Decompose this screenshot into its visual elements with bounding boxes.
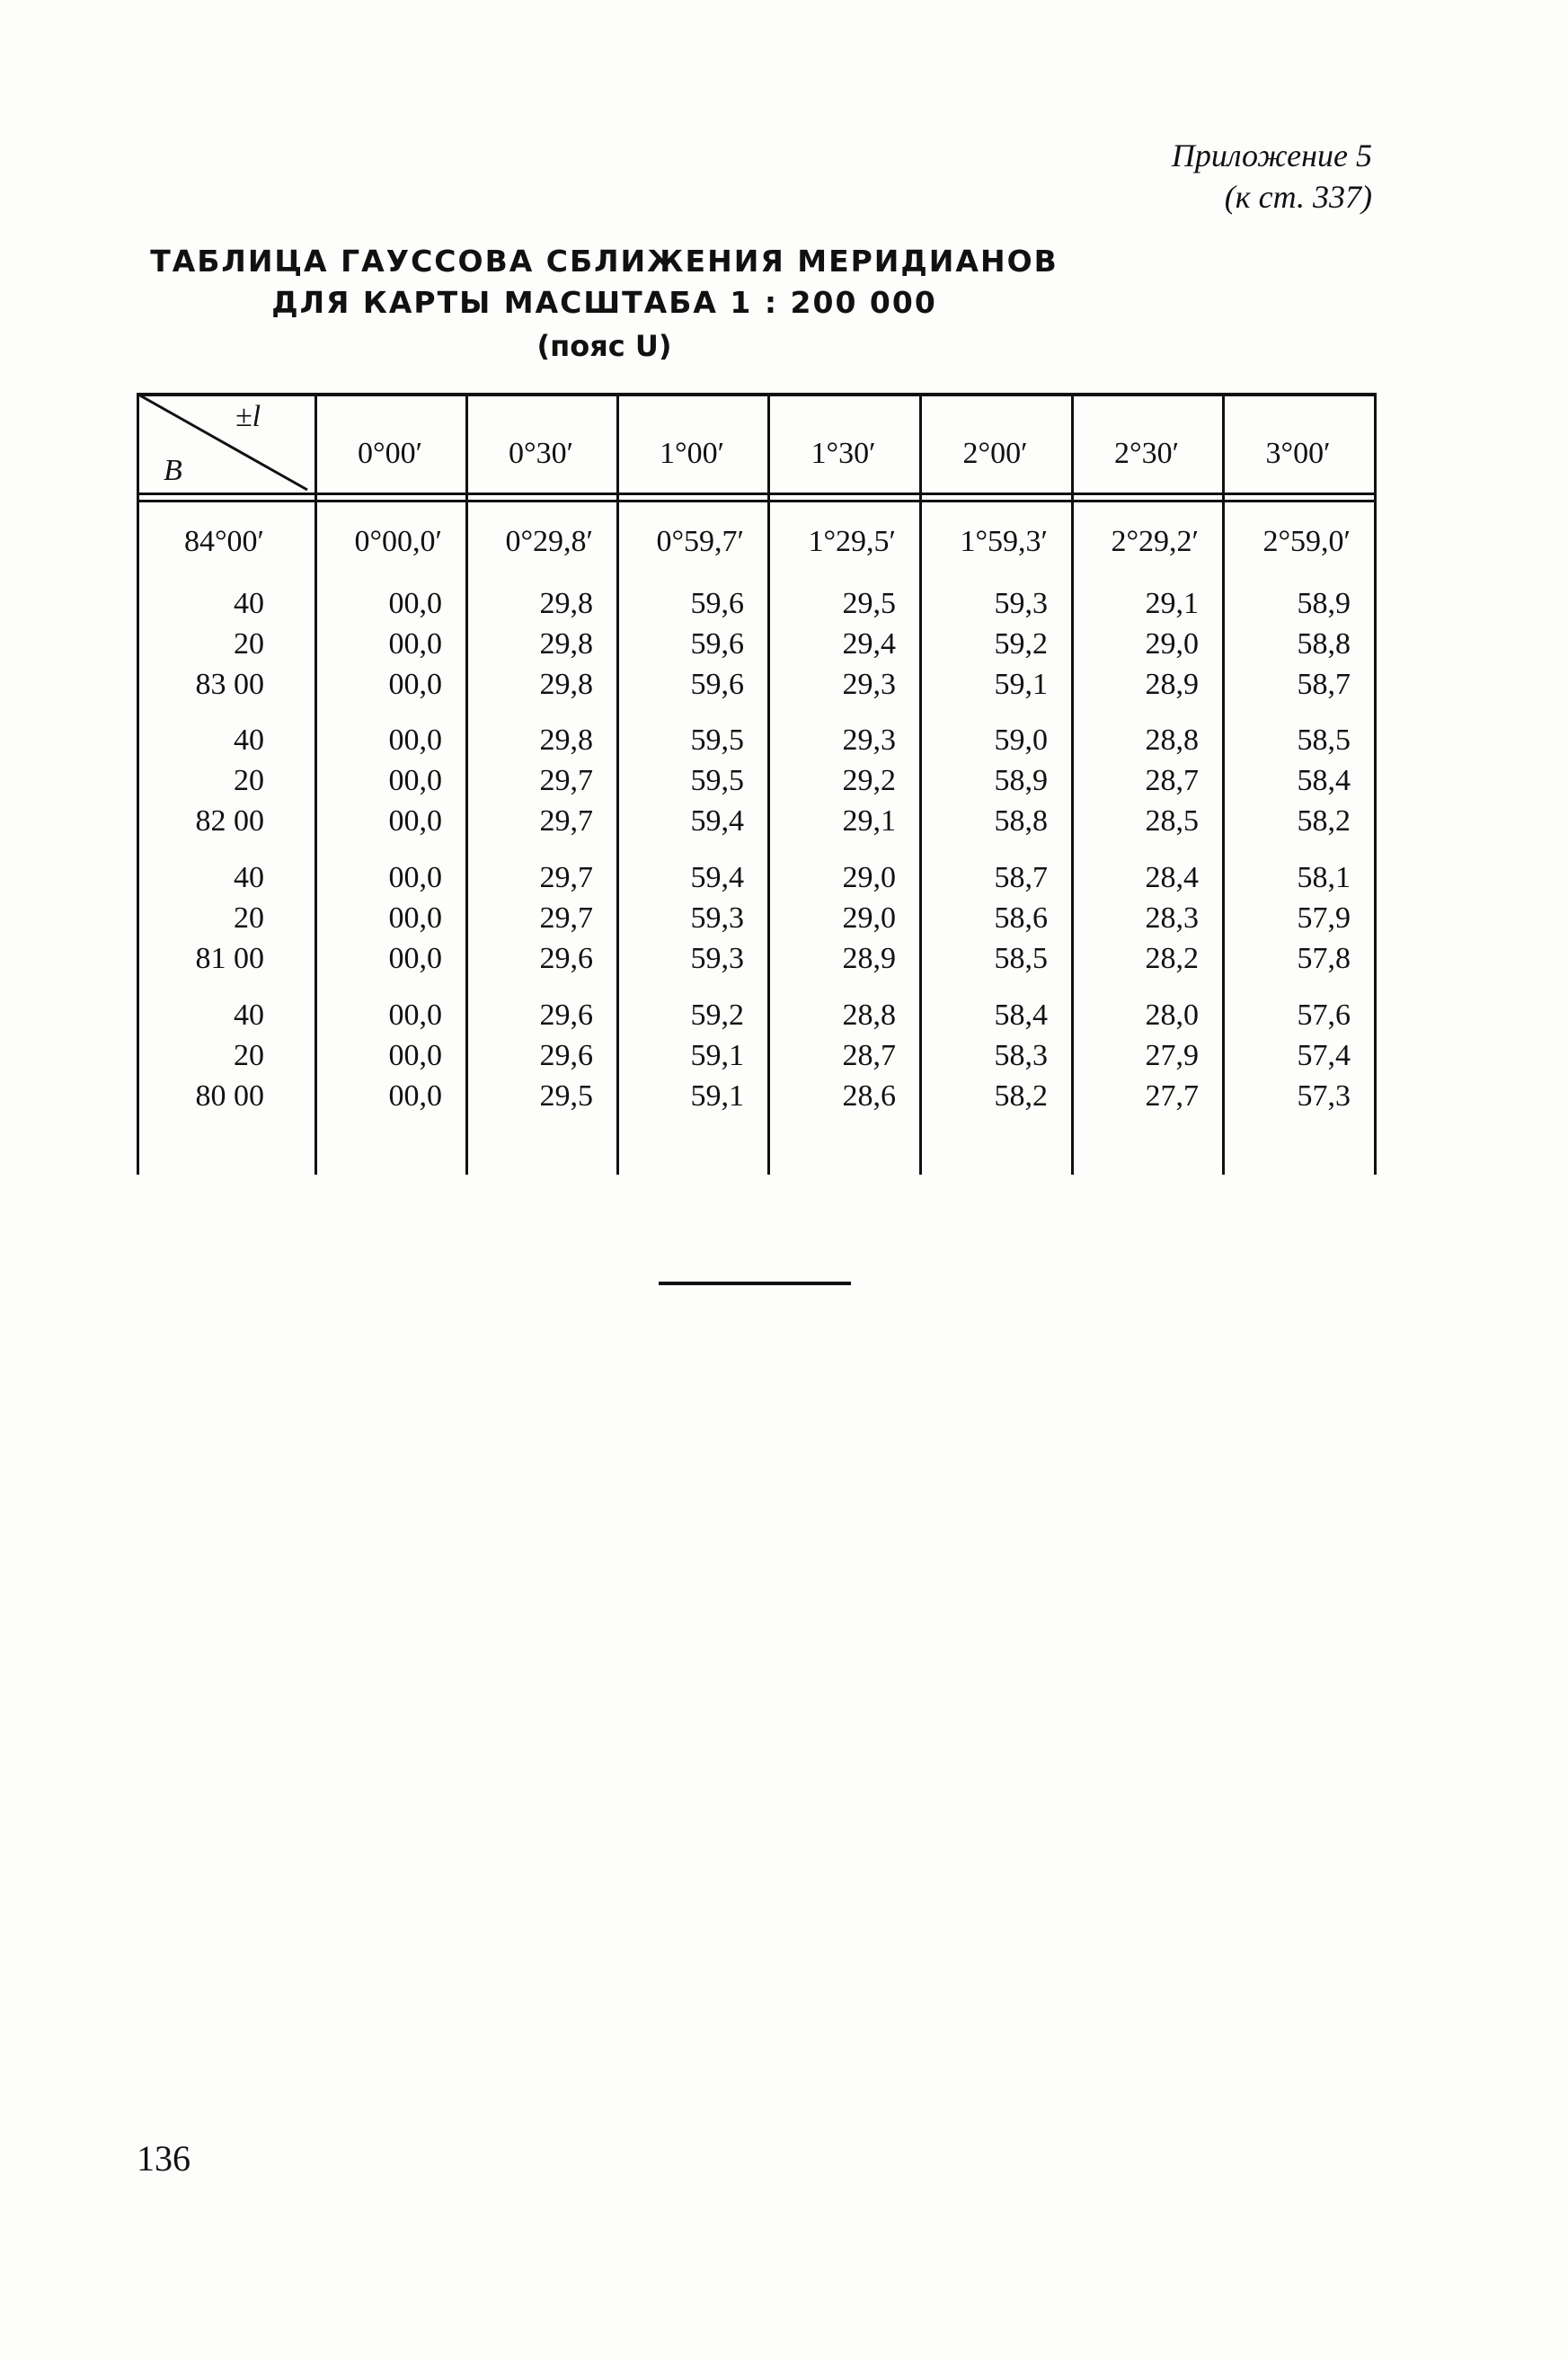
- table-cell: 28,9: [842, 942, 896, 975]
- table-cell: 57,9: [1297, 901, 1351, 935]
- appendix-line-2: (к ст. 337): [1224, 179, 1372, 215]
- table-cell: 28,2: [1145, 942, 1199, 975]
- table-cell: 29,6: [539, 942, 593, 975]
- convergence-table: [137, 393, 1377, 1175]
- header-rule-2: [137, 500, 1377, 502]
- table-cell: 59,6: [690, 627, 744, 661]
- row-latitude-label: 20: [234, 1039, 264, 1072]
- table-cell: 29,1: [1145, 587, 1199, 620]
- table-cell: 58,2: [1297, 804, 1351, 838]
- table-cell: 29,1: [842, 804, 896, 838]
- table-cell: 28,7: [842, 1039, 896, 1072]
- table-cell: 0°59,7′: [656, 525, 744, 558]
- table-cell: 59,1: [690, 1039, 744, 1072]
- table-cell: 29,3: [842, 723, 896, 757]
- column-divider: [1222, 393, 1225, 1175]
- table-cell: 59,5: [690, 764, 744, 797]
- table-cell: 00,0: [388, 942, 442, 975]
- table-cell: 0°00,0′: [354, 525, 442, 558]
- table-cell: 58,8: [1297, 627, 1351, 661]
- table-cell: 59,4: [690, 804, 744, 838]
- table-cell: 27,9: [1145, 1039, 1199, 1072]
- table-cell: 58,8: [994, 804, 1048, 838]
- table-cell: 29,7: [539, 804, 593, 838]
- table-cell: 59,1: [994, 668, 1048, 701]
- table-cell: 58,5: [1297, 723, 1351, 757]
- table-cell: 58,6: [994, 901, 1048, 935]
- column-header: 2°00′: [962, 437, 1028, 470]
- table-cell: 00,0: [388, 861, 442, 894]
- table-cell: 2°29,2′: [1111, 525, 1199, 558]
- table-cell: 29,8: [539, 587, 593, 620]
- table-cell: 28,3: [1145, 901, 1199, 935]
- table-cell: 00,0: [388, 723, 442, 757]
- table-cell: 29,6: [539, 999, 593, 1032]
- table-cell: 28,9: [1145, 668, 1199, 701]
- table-cell: 29,0: [1145, 627, 1199, 661]
- table-cell: 29,6: [539, 1039, 593, 1072]
- end-rule: [659, 1282, 851, 1285]
- table-cell: 29,2: [842, 764, 896, 797]
- table-cell: 29,7: [539, 901, 593, 935]
- table-cell: 00,0: [388, 1079, 442, 1113]
- table-cell: 58,7: [1297, 668, 1351, 701]
- row-latitude-label: 40: [234, 999, 264, 1032]
- row-latitude-label: 83 00: [195, 668, 264, 701]
- table-cell: 59,6: [690, 587, 744, 620]
- table-cell: 27,7: [1145, 1079, 1199, 1113]
- table-cell: 57,3: [1297, 1079, 1351, 1113]
- table-cell: 59,5: [690, 723, 744, 757]
- row-latitude-label: 40: [234, 723, 264, 757]
- table-cell: 28,7: [1145, 764, 1199, 797]
- table-cell: 1°29,5′: [808, 525, 896, 558]
- table-cell: 59,2: [690, 999, 744, 1032]
- table-cell: 58,9: [994, 764, 1048, 797]
- table-cell: 1°59,3′: [960, 525, 1048, 558]
- table-cell: 59,3: [690, 942, 744, 975]
- table-cell: 29,7: [539, 861, 593, 894]
- table-cell: 00,0: [388, 668, 442, 701]
- column-divider: [1071, 393, 1074, 1175]
- table-cell: 29,8: [539, 668, 593, 701]
- zone-subtitle: (пояс U): [536, 329, 672, 363]
- row-latitude-label: 20: [234, 764, 264, 797]
- table-cell: 28,8: [842, 999, 896, 1032]
- column-divider: [616, 393, 619, 1175]
- table-cell: 29,4: [842, 627, 896, 661]
- column-header: 2°30′: [1113, 437, 1180, 470]
- table-cell: 00,0: [388, 901, 442, 935]
- column-divider: [465, 393, 468, 1175]
- table-cell: 00,0: [388, 627, 442, 661]
- table-cell: 59,3: [994, 587, 1048, 620]
- table-cell: 59,2: [994, 627, 1048, 661]
- table-cell: 28,0: [1145, 999, 1199, 1032]
- table-cell: 29,3: [842, 668, 896, 701]
- table-cell: 29,8: [539, 627, 593, 661]
- table-cell: 59,0: [994, 723, 1048, 757]
- table-cell: 28,8: [1145, 723, 1199, 757]
- column-header: 1°00′: [659, 437, 725, 470]
- row-latitude-label: 81 00: [195, 942, 264, 975]
- column-divider: [314, 393, 317, 1175]
- table-cell: 29,5: [842, 587, 896, 620]
- table-cell: 00,0: [388, 1039, 442, 1072]
- table-cell: 57,8: [1297, 942, 1351, 975]
- column-header: 1°30′: [811, 437, 876, 470]
- table-top-border: [137, 393, 1377, 396]
- appendix-reference: [1172, 135, 1372, 217]
- row-latitude-label: 82 00: [195, 804, 264, 838]
- table-cell: 58,9: [1297, 587, 1351, 620]
- column-divider: [919, 393, 922, 1175]
- column-header: 3°00′: [1265, 437, 1331, 470]
- table-cell: 00,0: [388, 804, 442, 838]
- row-latitude-label: 20: [234, 627, 264, 661]
- header-rule-1: [137, 493, 1377, 495]
- corner-latitude-label: B: [164, 454, 182, 487]
- table-cell: 0°29,8′: [505, 525, 593, 558]
- table-cell: 57,4: [1297, 1039, 1351, 1072]
- table-cell: 59,4: [690, 861, 744, 894]
- page-title: [0, 241, 1209, 324]
- table-right-border: [1374, 393, 1377, 1175]
- table-cell: 2°59,0′: [1262, 525, 1351, 558]
- page-number: 136: [137, 2138, 190, 2179]
- table-cell: 58,7: [994, 861, 1048, 894]
- title-line-2: ДЛЯ КАРТЫ МАСШТАБА 1 : 200 000: [271, 285, 937, 320]
- table-cell: 00,0: [388, 764, 442, 797]
- table-cell: 58,4: [994, 999, 1048, 1032]
- row-latitude-label: 20: [234, 901, 264, 935]
- table-cell: 29,7: [539, 764, 593, 797]
- table-cell: 29,8: [539, 723, 593, 757]
- table-cell: 58,4: [1297, 764, 1351, 797]
- table-cell: 59,3: [690, 901, 744, 935]
- row-latitude-label: 84°00′: [183, 525, 264, 558]
- column-header: 0°00′: [357, 437, 423, 470]
- table-cell: 29,0: [842, 901, 896, 935]
- table-cell: 00,0: [388, 999, 442, 1032]
- table-cell: 59,1: [690, 1079, 744, 1113]
- table-cell: 58,2: [994, 1079, 1048, 1113]
- row-latitude-label: 40: [234, 861, 264, 894]
- table-cell: 58,1: [1297, 861, 1351, 894]
- table-cell: 28,5: [1145, 804, 1199, 838]
- title-line-1: ТАБЛИЦА ГАУССОВА СБЛИЖЕНИЯ МЕРИДИАНОВ: [150, 244, 1059, 279]
- row-latitude-label: 40: [234, 587, 264, 620]
- corner-longitude-label: ±l: [235, 400, 261, 433]
- table-cell: 59,6: [690, 668, 744, 701]
- table-cell: 58,3: [994, 1039, 1048, 1072]
- table-cell: 00,0: [388, 587, 442, 620]
- table-cell: 29,0: [842, 861, 896, 894]
- table-cell: 57,6: [1297, 999, 1351, 1032]
- table-cell: 29,5: [539, 1079, 593, 1113]
- table-cell: 28,6: [842, 1079, 896, 1113]
- table-cell: 58,5: [994, 942, 1048, 975]
- appendix-line-1: Приложение 5: [1171, 138, 1372, 173]
- table-cell: 28,4: [1145, 861, 1199, 894]
- column-header: 0°30′: [508, 437, 574, 470]
- column-divider: [767, 393, 770, 1175]
- row-latitude-label: 80 00: [195, 1079, 264, 1113]
